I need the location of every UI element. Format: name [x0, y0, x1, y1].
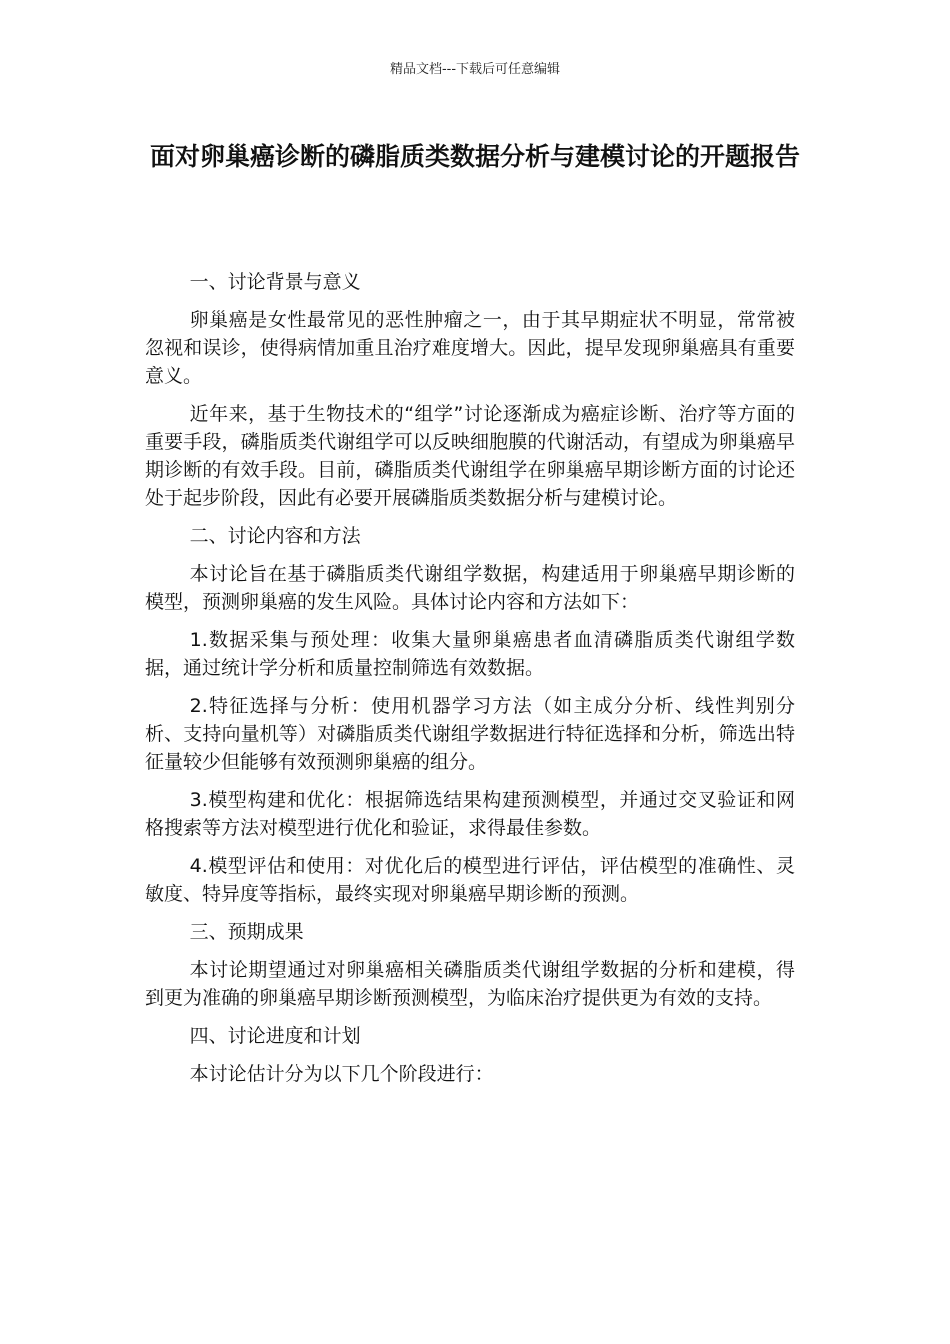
paragraph: 本讨论期望通过对卵巢癌相关磷脂质类代谢组学数据的分析和建模，得到更为准确的卵巢癌早期诊断预测模型，为临床治疗提供更为有效的支持。: [145, 959, 795, 1009]
list-item: 3.模型构建和优化：根据筛选结果构建预测模型，并通过交叉验证和网格搜索等方法对模型进行优化和验证，求得最佳参数。: [145, 789, 795, 839]
paragraph: 本讨论旨在基于磷脂质类代谢组学数据，构建适用于卵巢癌早期诊断的模型，预测卵巢癌的发生风险。具体讨论内容和方法如下：: [145, 563, 795, 613]
section-heading: 一、讨论背景与意义: [189, 271, 361, 293]
section-heading: 二、讨论内容和方法: [189, 525, 361, 547]
document-body: [145, 268, 795, 1098]
section-heading: 三、预期成果: [189, 921, 304, 943]
paragraph: 近年来，基于生物技术的“组学”讨论逐渐成为癌症诊断、治疗等方面的重要手段，磷脂质类代谢组学可以反映细胞膜的代谢活动，有望成为卵巢癌早期诊断的有效手段。目前，磷脂质类代谢组学在卵巢癌早期诊断方面的讨论还处于起步阶段，因此有必要开展磷脂质类数据分析与建模讨论。: [145, 403, 795, 509]
section-background: [145, 268, 795, 512]
section-content-methods: [145, 522, 795, 908]
header-note: 精品文档---下载后可任意编辑: [389, 62, 561, 77]
section-heading: 四、讨论进度和计划: [189, 1025, 361, 1047]
list-item: 4.模型评估和使用：对优化后的模型进行评估，评估模型的准确性、灵敏度、特异度等指标，最终实现对卵巢癌早期诊断的预测。: [145, 855, 795, 905]
document-title: 面对卵巢癌诊断的磷脂质类数据分析与建模讨论的开题报告: [149, 142, 800, 171]
section-expected-results: [145, 918, 795, 1012]
list-item: 1.数据采集与预处理：收集大量卵巢癌患者血清磷脂质类代谢组学数据，通过统计学分析和质量控制筛选有效数据。: [145, 629, 795, 679]
paragraph: 卵巢癌是女性最常见的恶性肿瘤之一，由于其早期症状不明显，常常被忽视和误诊，使得病情加重且治疗难度增大。因此，提早发现卵巢癌具有重要意义。: [145, 309, 795, 387]
section-schedule: [145, 1022, 795, 1088]
list-item: 2.特征选择与分析：使用机器学习方法（如主成分分析、线性判别分析、支持向量机等）对磷脂质类代谢组学数据进行特征选择和分析，筛选出特征量较少但能够有效预测卵巢癌的组分。: [145, 695, 795, 773]
paragraph: 本讨论估计分为以下几个阶段进行：: [189, 1063, 494, 1085]
